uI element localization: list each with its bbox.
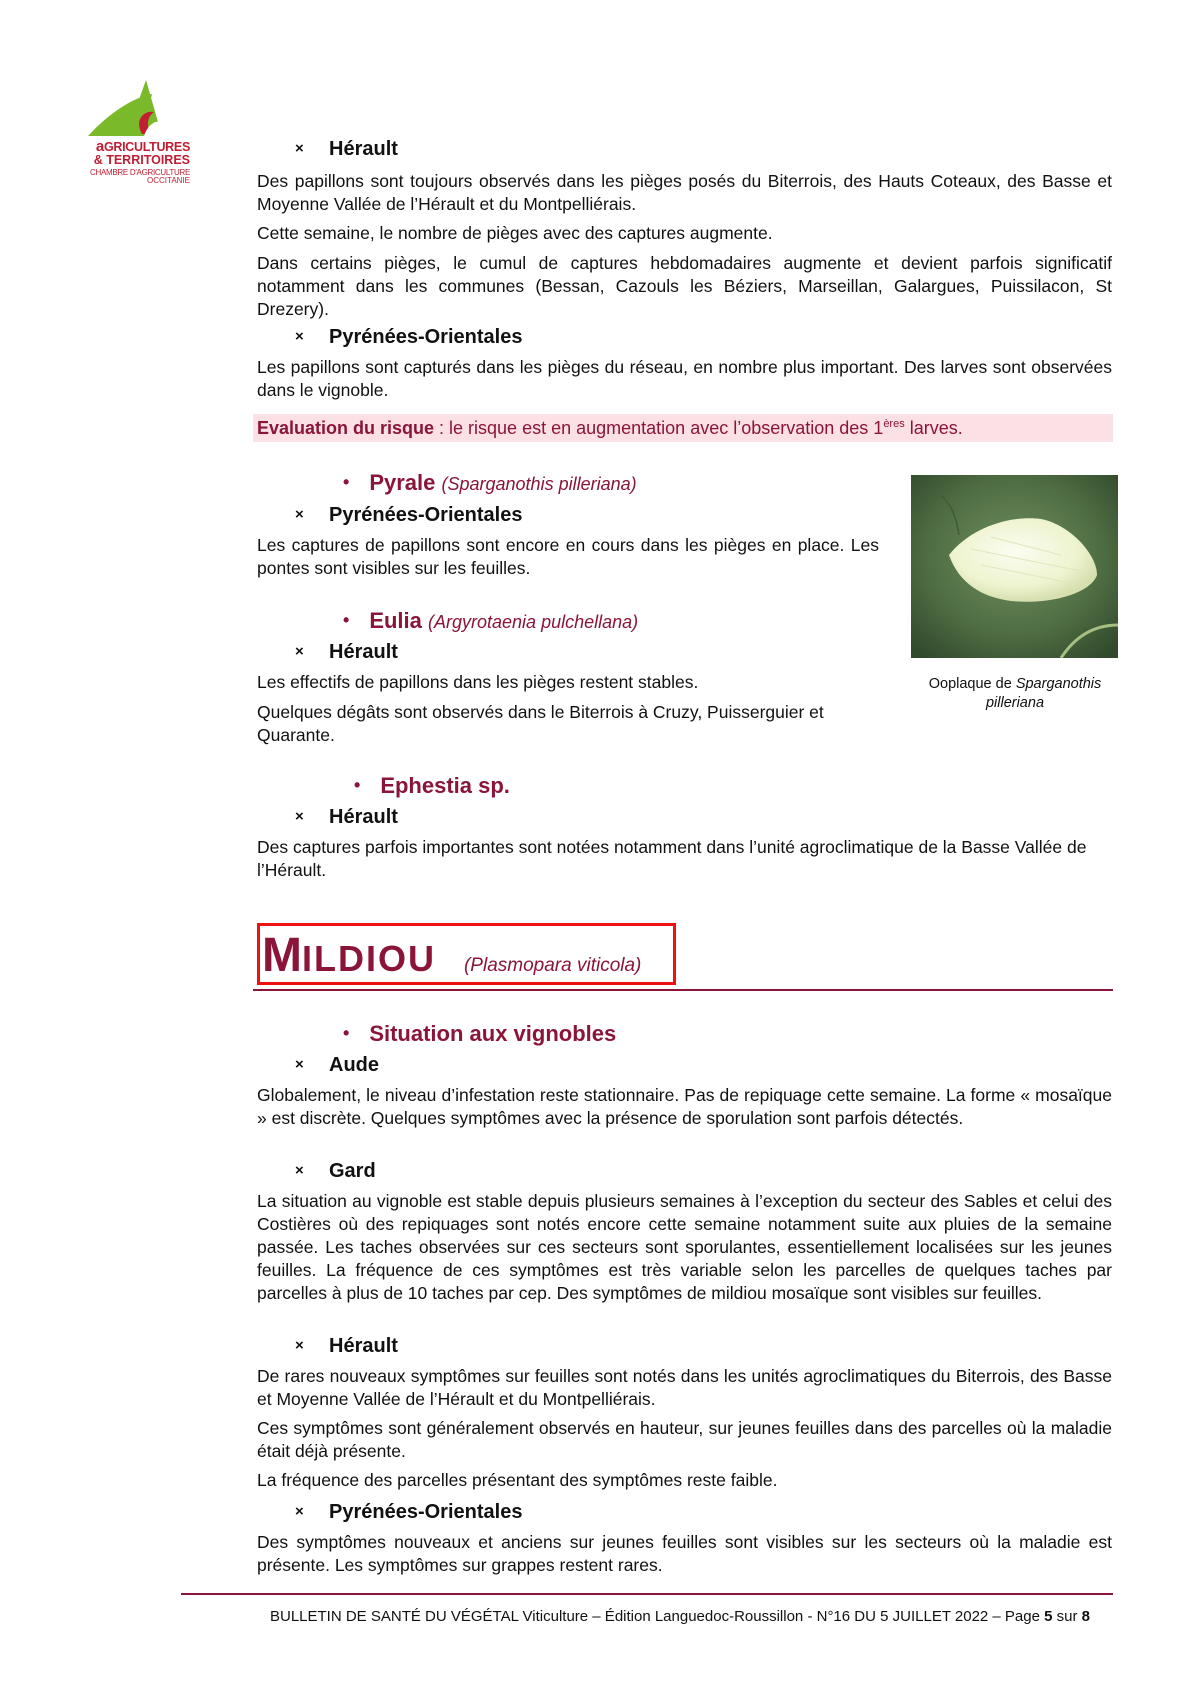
paragraph-aude: Globalement, le niveau d’infestation reste stationnaire. Pas de repiquage cette semaine. La forme « mosaïque » est discrète. Quelques symptômes avec la présence de sporulation sont parfois détectés. [257,1085,1112,1128]
paragraph-pyrale-po: Les captures de papillons sont encore en cours dans les pièges en place. Les pontes sont visibles sur les feuilles. [257,535,879,578]
bullet-icon: • [343,1023,350,1043]
cross-icon: × [295,328,304,345]
subheading-herault-2: × Hérault [295,641,398,663]
paragraph-gard: La situation au vignoble est stable depuis plusieurs semaines à l’exception du secteur des Sables et celui des Costières où des repiquages sont notés encore cette semaine notamment suite aux pluies de la semaine passée. Les taches observées sur ces secteurs sont sporulantes, essentiellement localisées sur les jeunes feuilles. La fréquence de ces symptômes est très variable selon les parcelles de quelques taches par parcelles à plus de 10 taches par cep. Des symptômes de mildiou mosaïque sont visibles sur feuilles. [257,1191,1112,1303]
cross-icon: × [295,808,304,825]
page-footer: BULLETIN DE SANTÉ DU VÉGÉTAL Viticulture – Édition Languedoc-Roussillon - N°16 DU 5 JUILLET 2022 – Page 5 sur 8 [269,1608,1090,1625]
subheading-po-2: × Pyrénées-Orientales [295,504,523,526]
subheading-herault-3: × Hérault [295,806,398,828]
page-number: 5 [1044,1608,1053,1625]
heading-situation: • Situation aux vignobles [343,1021,617,1046]
paragraph-eulia-2: Quelques dégâts sont observés dans le Biterrois à Cruzy, Puisserguier et Quarante. [257,702,824,745]
page-total: 8 [1081,1608,1090,1625]
cross-icon: × [295,643,304,660]
footer-divider [181,1593,1113,1595]
paragraph-herault-1: Des papillons sont toujours observés dans les pièges posés du Biterrois, des Hauts Coteaux, des Basse et Moyenne Vallée de l’Hérault et du Montpelliérais. [257,171,1112,214]
logo-line2: & TERRITOIRES [93,153,190,167]
subheading-herault-1: × Hérault [295,138,398,160]
bullet-icon: • [343,472,350,492]
paragraph-eulia-1: Les effectifs de papillons dans les pièges restent stables. [257,672,699,692]
risk-evaluation: Evaluation du risque : le risque est en augmentation avec l’observation des 1ères larves. [253,414,1113,442]
paragraph-mildiou-herault-3: La fréquence des parcelles présentant des symptômes reste faible. [257,1470,778,1490]
paragraph-ephestia: Des captures parfois importantes sont notées notamment dans l’unité agroclimatique de la Basse Vallée de l’Hérault. [257,837,1087,880]
heading-eulia: • Eulia (Argyrotaenia pulchellana) [343,608,639,633]
paragraph-herault-2: Cette semaine, le nombre de pièges avec des captures augmente. [257,223,773,243]
heading-pyrale: • Pyrale (Sparganothis pilleriana) [343,470,637,495]
paragraph-mildiou-po: Des symptômes nouveaux et anciens sur jeunes feuilles sont visibles sur les secteurs où la maladie est présente. Les symptômes sur grappes restent rares. [257,1532,1112,1575]
heading-ephestia: • Ephestia sp. [354,773,510,798]
paragraph-herault-3: Dans certains pièges, le cumul de captures hebdomadaires augmente et devient parfois significatif notamment dans les communes (Bessan, Cazouls les Béziers, Marseillan, Galargues, Puissilacon, St Drezery). [257,253,1112,319]
logo-text [84,139,190,185]
paragraph-mildiou-herault-1: De rares nouveaux symptômes sur feuilles sont notés dans les unités agroclimatiques du Biterrois, des Basse et Moyenne Vallée de l’Hérault et du Montpelliérais. [257,1366,1112,1409]
cross-icon: × [295,1162,304,1179]
bullet-icon: • [343,610,350,630]
subheading-po-3: × Pyrénées-Orientales [295,1501,523,1523]
subheading-gard: × Gard [295,1160,376,1182]
subheading-aude: × Aude [295,1054,379,1076]
logo-initial: a [95,138,104,155]
bullet-icon: • [354,775,361,795]
section-divider [253,989,1113,991]
subheading-po-1: × Pyrénées-Orientales [295,326,523,348]
logo-line3: CHAMBRE D'AGRICULTURE [90,167,190,177]
cross-icon: × [295,1503,304,1520]
section-title-mildiou: MILDIOU (Plasmopara viticola) [262,929,642,982]
paragraph-po-1: Les papillons sont capturés dans les pièges du réseau, en nombre plus important. Des larves sont observées dans le vignoble. [257,357,1112,400]
logo-line4: OCCITANIE [147,175,190,185]
cross-icon: × [295,1056,304,1073]
risk-label: Evaluation du risque [257,418,435,438]
photo-caption: Ooplaque de Sparganothis pilleriana [928,676,1102,711]
cross-icon: × [295,1337,304,1354]
cross-icon: × [295,140,304,157]
paragraph-mildiou-herault-2: Ces symptômes sont généralement observés en hauteur, sur jeunes feuilles dans des parcelles où la maladie était déjà présente. [257,1418,1112,1461]
logo-line1: GRICULTURES [103,140,190,154]
cross-icon: × [295,506,304,523]
egg-mass-photo [911,475,1118,658]
subheading-herault-4: × Hérault [295,1335,398,1357]
